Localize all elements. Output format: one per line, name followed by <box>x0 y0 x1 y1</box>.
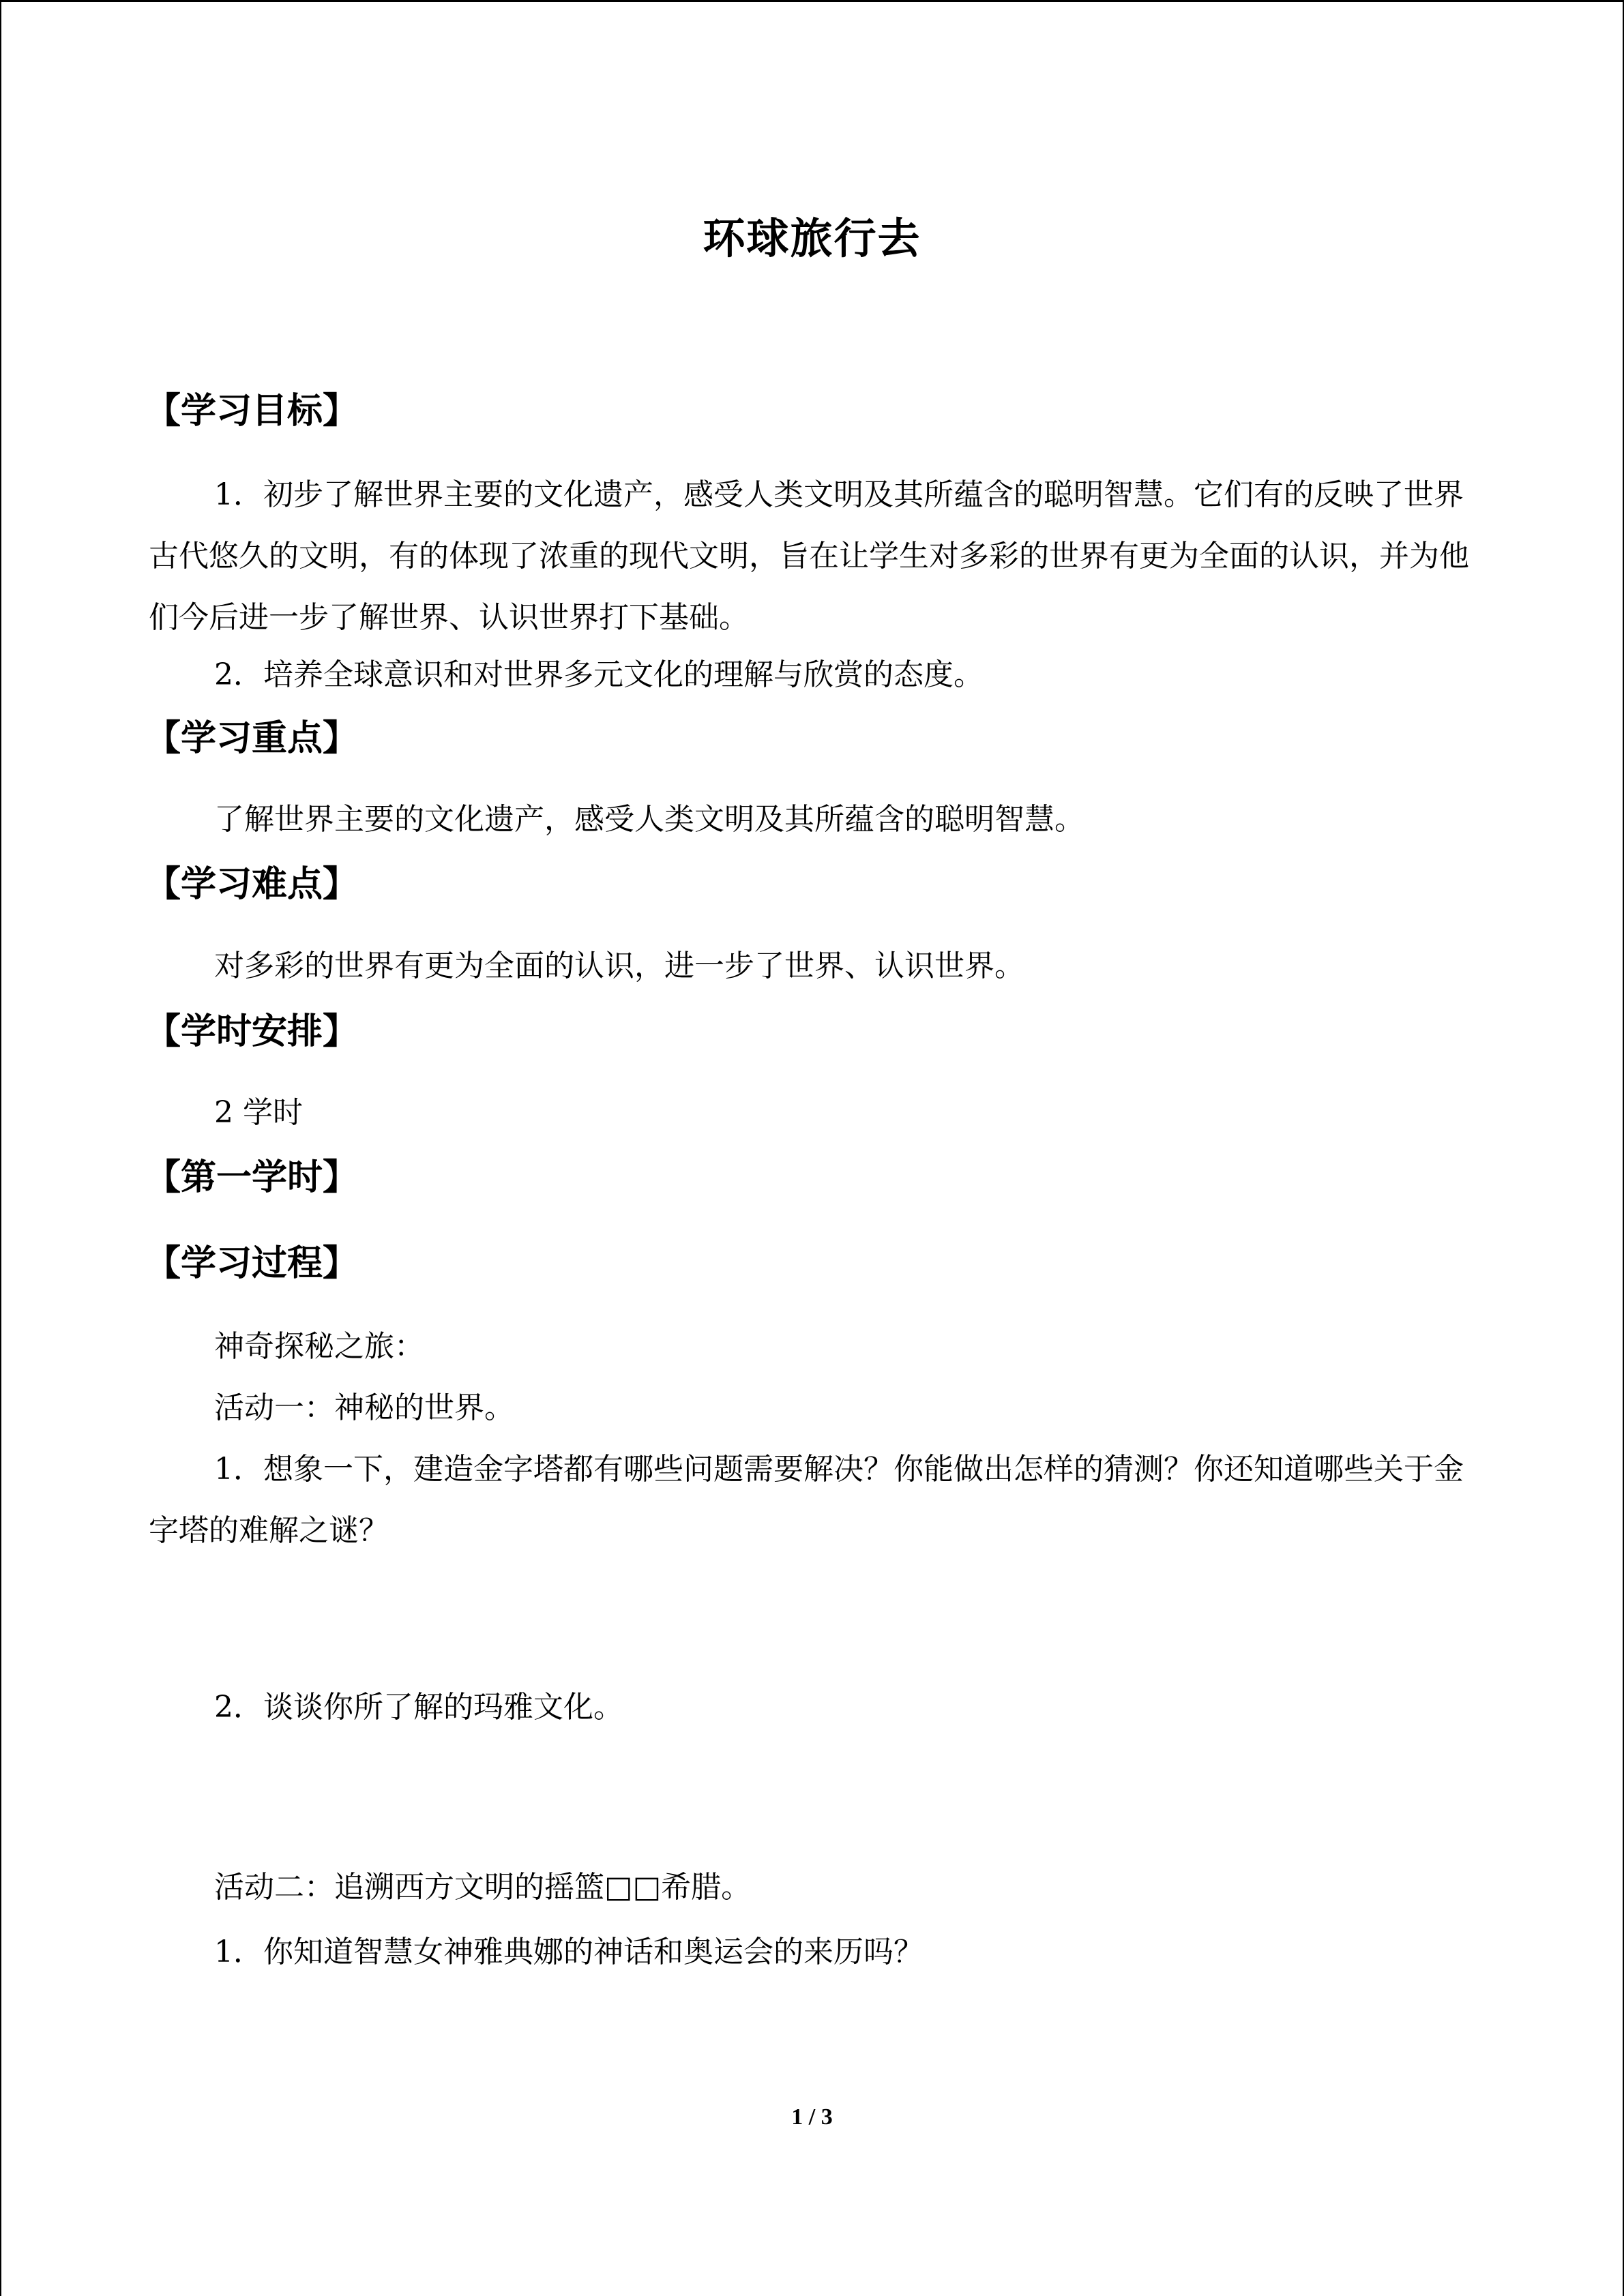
activity-2-title: 活动二：追溯西方文明的摇篮□□希腊。 <box>214 1870 752 1905</box>
activity-1-question-2: 2．谈谈你所了解的玛雅文化。 <box>214 1690 623 1725</box>
activity-1-title: 活动一：神秘的世界。 <box>214 1390 514 1425</box>
activity-2-question-1: 1．你知道智慧女神雅典娜的神话和奥运会的来历吗？ <box>214 1935 924 1969</box>
heading-schedule: 【学时安排】 <box>145 1011 359 1052</box>
key-points-text: 了解世界主要的文化遗产，感受人类文明及其所蕴含的聪明智慧。 <box>214 802 1084 837</box>
process-intro: 神奇探秘之旅： <box>214 1329 424 1364</box>
heading-difficulties: 【学习难点】 <box>145 864 359 905</box>
heading-key-points: 【学习重点】 <box>145 718 359 759</box>
heading-first-period: 【第一学时】 <box>145 1157 359 1198</box>
heading-process: 【学习过程】 <box>145 1243 359 1284</box>
difficulties-text: 对多彩的世界有更为全面的认识，进一步了世界、认识世界。 <box>214 949 1024 983</box>
document-title: 环球旅行去 <box>703 213 921 263</box>
page-number: 1 / 3 <box>791 2104 833 2130</box>
schedule-text: 2 学时 <box>214 1095 303 1130</box>
heading-objectives: 【学习目标】 <box>145 391 359 432</box>
objective-item-2: 2．培养全球意识和对世界多元文化的理解与欣赏的态度。 <box>214 657 984 692</box>
objective-item-1: 1．初步了解世界主要的文化遗产，感受人类文明及其所蕴含的聪明智慧。它们有的反映了世界古代悠久的文明，有的体现了浓重的现代文明，旨在让学生对多彩的世界有更为全面的认识，并为他们今后进一步了解世界、认识世界打下基础。 <box>149 477 1469 635</box>
activity-1-question-1: 1．想象一下，建造金字塔都有哪些问题需要解决？你能做出怎样的猜测？你还知道哪些关于金字塔的难解之谜？ <box>149 1452 1464 1548</box>
